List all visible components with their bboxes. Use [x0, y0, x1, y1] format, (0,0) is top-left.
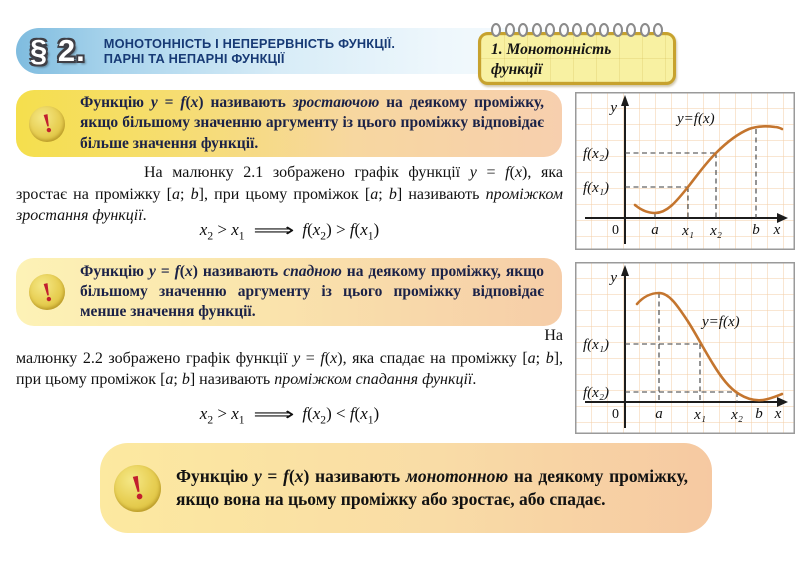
- definition-text-decreasing: Функцію y = f(x) називають спадною на деякому проміжку, якщо більшому значенню аргументу із цього проміжку відповідає менше значення функції.: [80, 262, 544, 321]
- definition-box-decreasing: [16, 258, 562, 326]
- fx1-label: f(x₁): [583, 337, 610, 353]
- topic-note-text: [481, 35, 673, 80]
- figure-2-2-decreasing-function-graph: [575, 262, 795, 434]
- spiral-ring-icon: [491, 23, 501, 37]
- formula-increasing: $x_2 > x_1$ ⟹ $f(x_2) > f(x_1)$: [199, 220, 380, 243]
- spiral-ring-icon: [505, 23, 515, 37]
- exclamation-icon: !: [114, 465, 161, 512]
- paragraph-figure-2-2: малюнку 2.2 зображено графік функції y = f(x), яка спадає на проміжку [a; b], при цьому проміжок [a; b] називають проміжком спадання функції.: [16, 350, 564, 388]
- x1-label: x₁: [694, 407, 706, 423]
- spiral-ring-icon: [599, 23, 609, 37]
- x2-label: x₂: [710, 223, 722, 239]
- topic-note-line1: 1. Монотонність: [491, 41, 612, 58]
- spiral-ring-icon: [532, 23, 542, 37]
- section-number-badge: § 2.: [30, 33, 86, 68]
- topic-note-tab: [478, 32, 676, 85]
- paragraph-figure-2-1: На малюнку 2.1 зображено графік функції y = f(x), яка зростає на проміжку [a; b], при цьому проміжок [a; b] називають проміжком зростання функції.: [16, 164, 564, 224]
- curve-equation-label: y=f(x): [677, 111, 715, 127]
- y-axis-label: y: [610, 100, 617, 116]
- section-title-line1: МОНОТОННІСТЬ І НЕПЕРЕРВНІСТЬ ФУНКЦІЇ.: [103, 35, 396, 51]
- section-title: [104, 36, 395, 67]
- exclamation-icon: !: [29, 274, 65, 310]
- spiral-ring-icon: [640, 23, 650, 37]
- origin-label: 0: [612, 407, 619, 422]
- b-label: b: [752, 222, 760, 238]
- a-label: a: [651, 222, 659, 238]
- x-axis-label: x: [774, 406, 782, 422]
- formula-decreasing: $x_2 > x_1$ ⟹ $f(x_2) < f(x_1)$: [199, 404, 380, 427]
- definition-text-increasing: Функцію y = f(x) називають зростаючою на деякому проміжку, якщо більшому значенню аргументу із цього проміжку відповідає більше значення функції.: [80, 94, 545, 152]
- a-label: a: [655, 406, 663, 422]
- definition-box-increasing: [16, 90, 562, 157]
- spiral-ring-icon: [653, 23, 663, 37]
- figure-2-1-increasing-function-graph: [575, 92, 795, 250]
- y-axis-label: y: [610, 270, 617, 286]
- x1-label: x₁: [682, 223, 694, 239]
- fx1-label: f(x₁): [583, 180, 610, 196]
- spiral-binding: [491, 23, 663, 37]
- spiral-ring-icon: [586, 23, 596, 37]
- fx2-label: f(x₂): [583, 385, 610, 401]
- origin-label: 0: [612, 223, 619, 238]
- definition-box-monotonic: [100, 443, 712, 533]
- spiral-ring-icon: [626, 23, 636, 37]
- topic-note-line2: функції: [491, 61, 543, 78]
- b-label: b: [755, 406, 763, 422]
- fx2-label: f(x₂): [583, 146, 610, 162]
- spiral-ring-icon: [613, 23, 623, 37]
- spiral-ring-icon: [545, 23, 555, 37]
- spiral-ring-icon: [518, 23, 528, 37]
- x2-label: x₂: [731, 407, 743, 423]
- exclamation-icon: !: [29, 106, 65, 142]
- paragraph-figure-2-2-first-word: На: [544, 327, 563, 344]
- spiral-ring-icon: [559, 23, 569, 37]
- section-title-line2: ПАРНІ ТА НЕПАРНІ ФУНКЦІЇ: [103, 51, 285, 66]
- curve-equation-label: y=f(x): [702, 314, 740, 330]
- x-axis-label: x: [773, 222, 781, 238]
- definition-text-monotonic: Функцію y = f(x) називають монотонною на деякому проміжку, якщо вона на цьому проміжку або зростає, або спадає.: [176, 465, 688, 509]
- spiral-ring-icon: [572, 23, 582, 37]
